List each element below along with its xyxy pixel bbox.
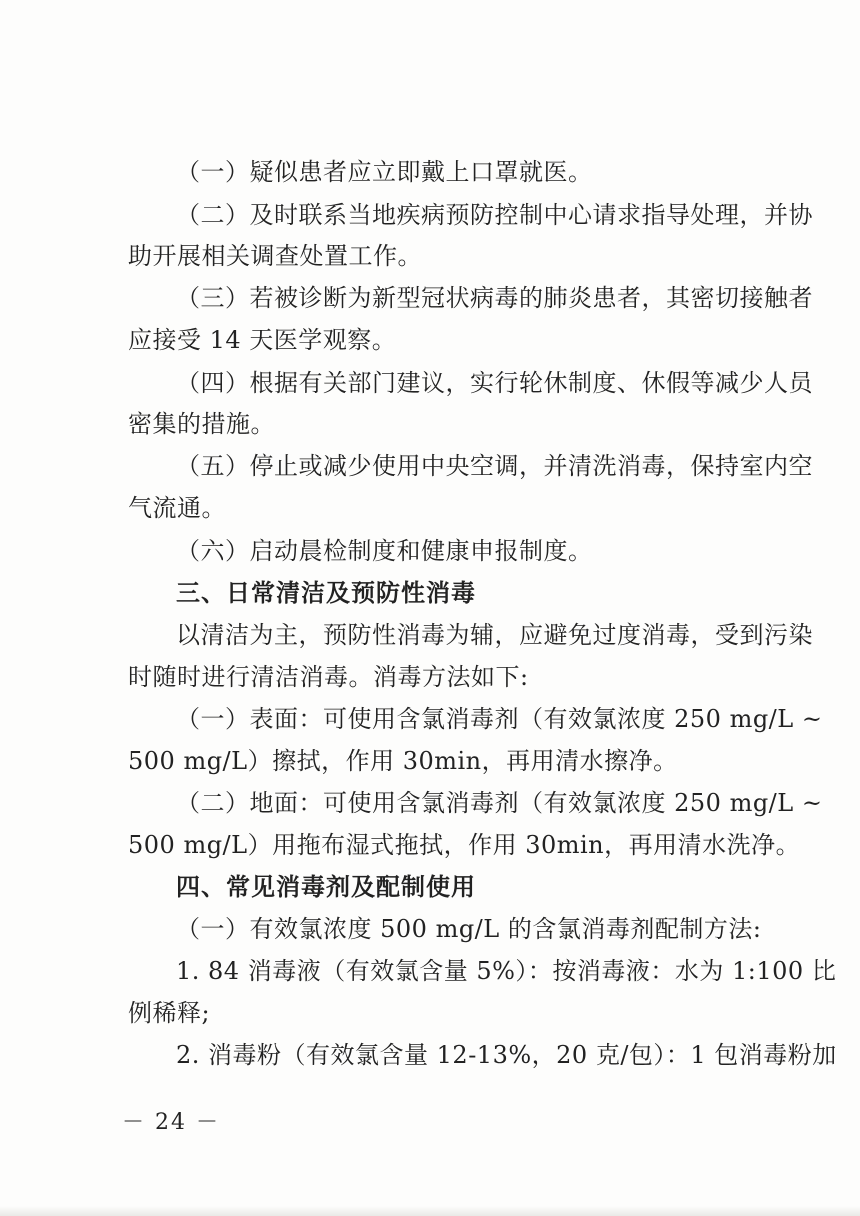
paragraph-line: 应接受 14 天医学观察。 xyxy=(128,326,397,354)
paragraph-line: 助开展相关调查处置工作。 xyxy=(128,242,422,270)
section-heading: 三、日常清洁及预防性消毒 xyxy=(176,579,476,607)
paragraph-line: （四）根据有关部门建议，实行轮休制度、休假等减少人员 xyxy=(176,369,813,397)
paragraph-line: （二）及时联系当地疾病预防控制中心请求指导处理，并协 xyxy=(176,201,813,229)
paragraph-line: （六）启动晨检制度和健康申报制度。 xyxy=(176,537,593,565)
paragraph-line: 气流通。 xyxy=(128,494,226,522)
page-bottom-edge xyxy=(0,1206,860,1216)
paragraph-line: （三）若被诊断为新型冠状病毒的肺炎患者，其密切接触者 xyxy=(176,284,813,312)
paragraph-line: 以清洁为主，预防性消毒为辅，应避免过度消毒，受到污染 xyxy=(176,621,813,649)
paragraph-line: 密集的措施。 xyxy=(128,410,275,438)
page-number: － 24 － xyxy=(122,1110,220,1135)
paragraph-line: 例稀释; xyxy=(128,999,211,1027)
paragraph-line: 1. 84 消毒液（有效氯含量 5%）：按消毒液：水为 1:100 比 xyxy=(176,957,837,985)
section-heading: 四、常见消毒剂及配制使用 xyxy=(176,873,476,901)
paragraph-line: （一）有效氯浓度 500 mg/L 的含氯消毒剂配制方法: xyxy=(176,915,762,943)
paragraph-line: （五）停止或减少使用中央空调，并清洗消毒，保持室内空 xyxy=(176,452,813,480)
paragraph-line: 时随时进行清洁消毒。消毒方法如下: xyxy=(128,663,529,691)
paragraph-line: （二）地面：可使用含氯消毒剂（有效氯浓度 250 mg/L ~ xyxy=(176,789,823,817)
paragraph-line: 500 mg/L）擦拭，作用 30min，再用清水擦净。 xyxy=(128,747,678,775)
paragraph-line: 2. 消毒粉（有效氯含量 12-13%，20 克/包）：1 包消毒粉加 xyxy=(176,1041,837,1069)
paragraph-line: 500 mg/L）用拖布湿式拖拭，作用 30min，再用清水洗净。 xyxy=(128,831,801,859)
paragraph-line: （一）疑似患者应立即戴上口罩就医。 xyxy=(176,158,593,186)
paragraph-line: （一）表面：可使用含氯消毒剂（有效氯浓度 250 mg/L ~ xyxy=(176,705,823,733)
